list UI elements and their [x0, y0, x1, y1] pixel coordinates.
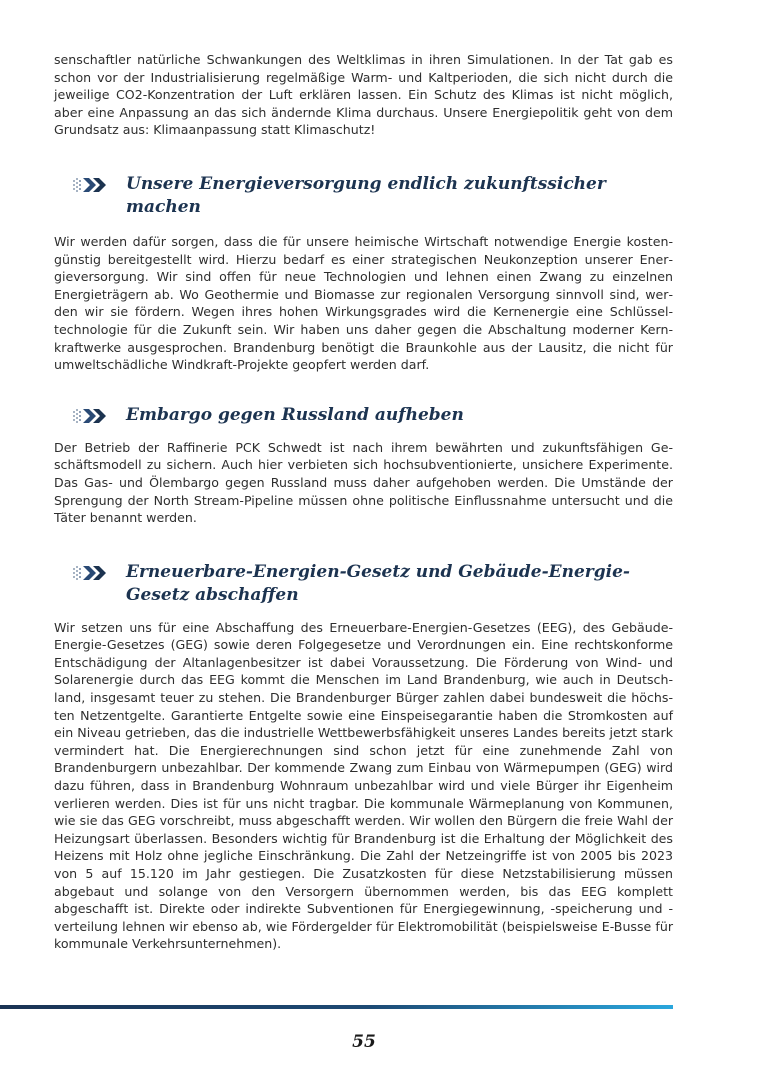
double-chevron-arrow-icon: [72, 408, 108, 424]
footer-divider: [0, 1005, 673, 1009]
double-chevron-arrow-icon: [72, 565, 108, 581]
section-heading-embargo: [54, 404, 673, 427]
section-heading-text: Embargo gegen Russland aufheben: [126, 404, 464, 425]
section-heading-text: Unsere Energieversorgung endlich zukunftssicher machen: [126, 173, 606, 217]
section-body-eeg-geg: Wir setzen uns für eine Abschaffung des Erneuerbare-Energien-Gesetzes (EEG), des Gebäude-Energie-Gesetzes (GEG) sowie deren Folgegesetze und Verordnungen ein. Eine rechtskonforme Entschädigung der Altanlagenbesitzer ist dabei Voraussetzung. Die Förderung von Wind- und Solarenergie durch das EEG kommt die Menschen im Land Brandenburg, wie auch in Deutschland, insgesamt teuer zu stehen. Die Brandenburger Bürger zahlen dabei bundesweit die höchsten Netzentgelte. Garantierte Entgelte sowie eine Einspeisegarantie haben die Stromkosten auf ein Niveau getrieben, das die industrielle Wettbewerbsfähigkeit unseres Landes bereits jetzt stark vermindert hat. Die Energierechnungen sind schon jetzt für eine zunehmende Zahl von Brandenburgern unbezahlbar. Der kommende Zwang zum Einbau von Wärmepumpen (GEG) wird dazu führen, dass in Brandenburg Wohnraum unbezahlbar wird und viele Bürger ihr Eigenheim verlieren werden. Dies ist für uns nicht tragbar. Die kommunale Wärmeplanung von Kommunen, wie sie das GEG vorschreibt, muss abgeschafft werden. Wir wollen den Bürgern die freie Wahl der Heizungsart überlassen. Besonders wichtig für Brandenburg ist die Erhaltung der Möglichkeit des Heizens mit Holz ohne jegliche Einschränkung. Die Zahl der Netzeingriffe ist von 2005 bis 2023 von 5 auf 15.120 im Jahr gestiegen. Die Zusatzkosten für diese Netzstabilisierung müssen abgebaut und solange von den Versorgern übernommen werden, bis das EEG komplett abgeschafft ist. Direkte oder indirekte Subventionen für Energiegewinnung, -speicherung und -verteilung lehnen wir ebenso ab, wie Fördergelder für Elektromobilität (beispielsweise E-Busse für kommunale Verkehrsunternehmen).: [54, 619, 673, 952]
section-body-embargo: Der Betrieb der Raffinerie PCK Schwedt ist nach ihrem bewährten und zukunftsfähigen Geschäftsmodell zu sichern. Auch hier verbieten sich hochsubventionierte, unsichere Experimente. Das Gas- und Ölembargo gegen Russland muss daher aufgehoben werden. Die Umstände der Sprengung der North Stream-Pipeline müssen ohne politische Einflussnahme untersucht und die Täter benannt werden.: [54, 439, 673, 526]
intro-paragraph: senschaftler natürliche Schwankungen des Weltklimas in ihren Simulationen. In der Tat gab es schon vor der Industrialisierung regelmäßige Warm- und Kaltperioden, die sich nicht durch die jeweilige CO2-Konzentration der Luft erklären lassen. Ein Schutz des Klimas ist nicht möglich, aber eine Anpassung an das sich ändernde Klima durchaus. Unsere Energiepolitik geht von dem Grundsatz aus: Klimaanpassung statt Klimaschutz!: [54, 52, 673, 138]
section-heading-energy-supply: [54, 173, 673, 219]
page-number: 55: [352, 1032, 376, 1052]
double-chevron-arrow-icon: [72, 177, 108, 193]
section-heading-eeg-geg: [54, 561, 673, 607]
page-content: [54, 51, 673, 953]
section-body-energy-supply: Wir werden dafür sorgen, dass die für unsere heimische Wirtschaft notwendige Energie kostengünstig bereitgestellt wird. Hierzu bedarf es einer strategischen Neukonzeption unserer Energieversorgung. Wir sind offen für neue Technologien und lehnen einen Zwang zu einzelnen Energieträgern ab. Wo Geothermie und Biomasse zur regionalen Versorgung sinnvoll sind, werden wir sie fördern. Wegen ihres hohen Wirkungsgrades wird die Kernenergie eine Schlüsseltechnologie für die Zukunft sein. Wir haben uns daher gegen die Abschaltung moderner Kernkraftwerke ausgesprochen. Brandenburg benötigt die Braunkohle aus der Lausitz, die nicht für umweltschädliche Windkraft-Projekte geopfert werden darf.: [54, 233, 673, 373]
section-heading-text: Erneuerbare-Energien-Gesetz und Gebäude-Energie-Gesetz abschaffen: [126, 561, 630, 605]
